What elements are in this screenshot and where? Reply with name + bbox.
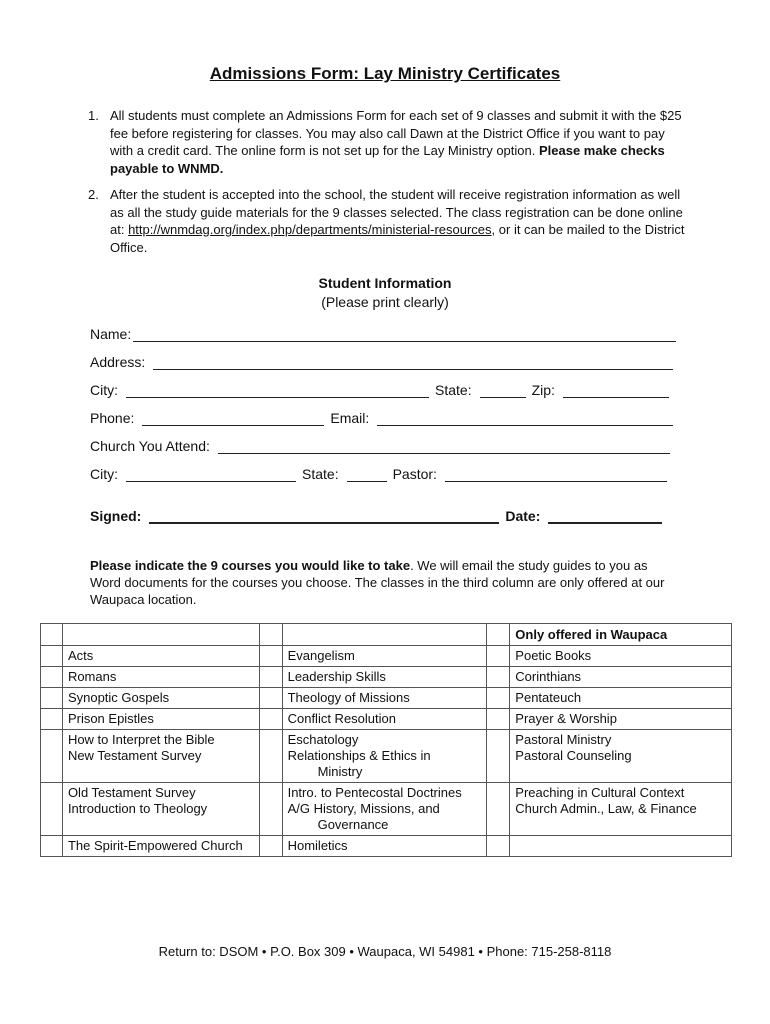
course-name: A/G History, Missions, and [287,801,440,816]
instruction-item-1 [88,107,688,177]
course-cell: Corinthians [510,667,732,688]
checkbox-cell[interactable] [259,709,282,730]
city-state-pastor-row [90,462,667,482]
state2-label: State: [302,466,339,482]
course-cell: Theology of Missions [282,688,487,709]
courses-instructions-bold: Please indicate the 9 courses you would like to take [90,558,411,573]
checkbox-cell[interactable] [41,667,63,688]
email-label: Email: [330,410,370,426]
checkbox-cell[interactable] [487,836,510,857]
instruction-text: After the student is accepted into the school, the student will receive registration information as well as all the study guide materials for the 9 classes selected. The class registration can be done online at: [110,187,683,237]
checkbox-cell[interactable] [259,730,282,783]
name-field[interactable] [133,325,676,342]
checkbox-cell[interactable] [41,646,63,667]
checkbox-cell[interactable] [487,646,510,667]
course-name: Preaching in Cultural Context [515,785,685,800]
course-name: Intro. to Pentecostal Doctrines [287,785,462,800]
checkbox-cell[interactable] [41,836,63,857]
course-cell: Synoptic Gospels [62,688,259,709]
course-name: New Testament Survey [67,748,202,763]
return-address-footer: Return to: DSOM • P.O. Box 309 • Waupaca, WI 54981 • Phone: 715-258-8118 [158,944,612,959]
checkbox-cell[interactable] [41,783,63,836]
instructions-list [88,107,688,265]
phone-field[interactable] [142,409,324,426]
address-row [90,350,673,370]
church-field[interactable] [218,437,670,454]
instruction-number: 1. [88,108,99,123]
name-label: Name: [90,326,132,342]
checkbox-cell[interactable] [487,709,510,730]
state-field[interactable] [480,381,526,398]
waupaca-column-header: Only offered in Waupaca [510,624,732,646]
checkbox-cell[interactable] [487,667,510,688]
course-selection-table [40,623,732,857]
email-field[interactable] [377,409,673,426]
zip-label: Zip: [531,382,555,398]
pastor-label: Pastor: [392,466,437,482]
address-field[interactable] [153,353,673,370]
checkbox-cell[interactable] [41,624,63,646]
course-cell: Conflict Resolution [282,709,487,730]
table-row [41,688,732,709]
course-name: Eschatology [287,732,359,747]
church-city-field[interactable] [126,465,296,482]
course-name-continued: Governance [317,817,389,832]
checkbox-cell[interactable] [41,709,63,730]
course-name: Old Testament Survey [67,785,196,800]
table-header-row [41,624,732,646]
city-field[interactable] [126,381,429,398]
student-info-subheading: (Please print clearly) [321,294,449,310]
pastor-field[interactable] [445,465,667,482]
course-cell: Prayer & Worship [510,709,732,730]
course-cell [510,836,732,857]
course-name: Church Admin., Law, & Finance [515,801,697,816]
course-name: Pastoral Counseling [515,748,632,763]
registration-link[interactable]: http://wnmdag.org/index.php/departments/ministerial-resources [128,222,492,237]
checkbox-cell[interactable] [487,730,510,783]
date-field[interactable] [548,506,662,524]
checkbox-cell[interactable] [487,688,510,709]
table-row [41,709,732,730]
course-cell: Leadership Skills [282,667,487,688]
checkbox-cell[interactable] [259,624,282,646]
course-cell: Poetic Books [510,646,732,667]
course-cell: Evangelism [282,646,487,667]
course-name: How to Interpret the Bible [67,732,215,747]
table-row [41,783,732,836]
church-state-field[interactable] [347,465,387,482]
checkbox-cell[interactable] [487,624,510,646]
checkbox-cell[interactable] [259,836,282,857]
course-cell: Romans [62,667,259,688]
student-info-heading: Student Information [318,275,452,291]
course-name: Relationships & Ethics in [287,748,431,763]
checkbox-cell[interactable] [259,646,282,667]
course-name: Introduction to Theology [67,801,208,816]
checkbox-cell[interactable] [41,688,63,709]
courses-instructions-text: . We will email the study guides to you as Word documents for the courses you choose. The classes in the third column are only offered at our Waupaca location. [90,558,665,607]
course-cell: Acts [62,646,259,667]
checkbox-cell[interactable] [259,667,282,688]
courses-instructions [90,557,680,608]
course-cell: Homiletics [282,836,487,857]
instruction-bold-note: Please make checks payable to WNMD. [110,143,665,176]
phone-email-row [90,406,673,426]
checkbox-cell[interactable] [259,783,282,836]
page-title: Admissions Form: Lay Ministry Certificates [209,64,561,83]
course-cell: Prison Epistles [62,709,259,730]
address-label: Address: [90,354,146,370]
name-row [90,322,676,342]
checkbox-cell[interactable] [259,688,282,709]
table-row [41,667,732,688]
course-name-continued: Ministry [317,764,363,779]
church-row [90,434,670,454]
signature-row [90,504,662,524]
table-row [41,730,732,783]
date-label: Date: [505,508,541,524]
signature-field[interactable] [149,506,499,524]
course-cell: Pentateuch [510,688,732,709]
city-label: City: [90,382,118,398]
city-state-zip-row [90,378,669,398]
course-cell: The Spirit-Empowered Church [62,836,259,857]
checkbox-cell[interactable] [41,730,63,783]
table-row [41,646,732,667]
instruction-text: All students must complete an Admissions Form for each set of 9 classes and submit it with the $25 fee before registering for classes. You may also call Dawn at the District Office if you want to pay with a credit card. The online form is not set up for the Lay Ministry option. [110,108,682,158]
instruction-number: 2. [88,187,99,202]
signed-label: Signed: [90,508,142,524]
instruction-item-2 [88,186,688,256]
instruction-tail: , or it can be mailed to the District Office. [110,222,685,255]
course-name: Pastoral Ministry [515,732,612,747]
church-label: Church You Attend: [90,438,210,454]
checkbox-cell[interactable] [487,783,510,836]
state-label: State: [435,382,472,398]
zip-field[interactable] [563,381,669,398]
city2-label: City: [90,466,118,482]
phone-label: Phone: [90,410,135,426]
table-row [41,836,732,857]
